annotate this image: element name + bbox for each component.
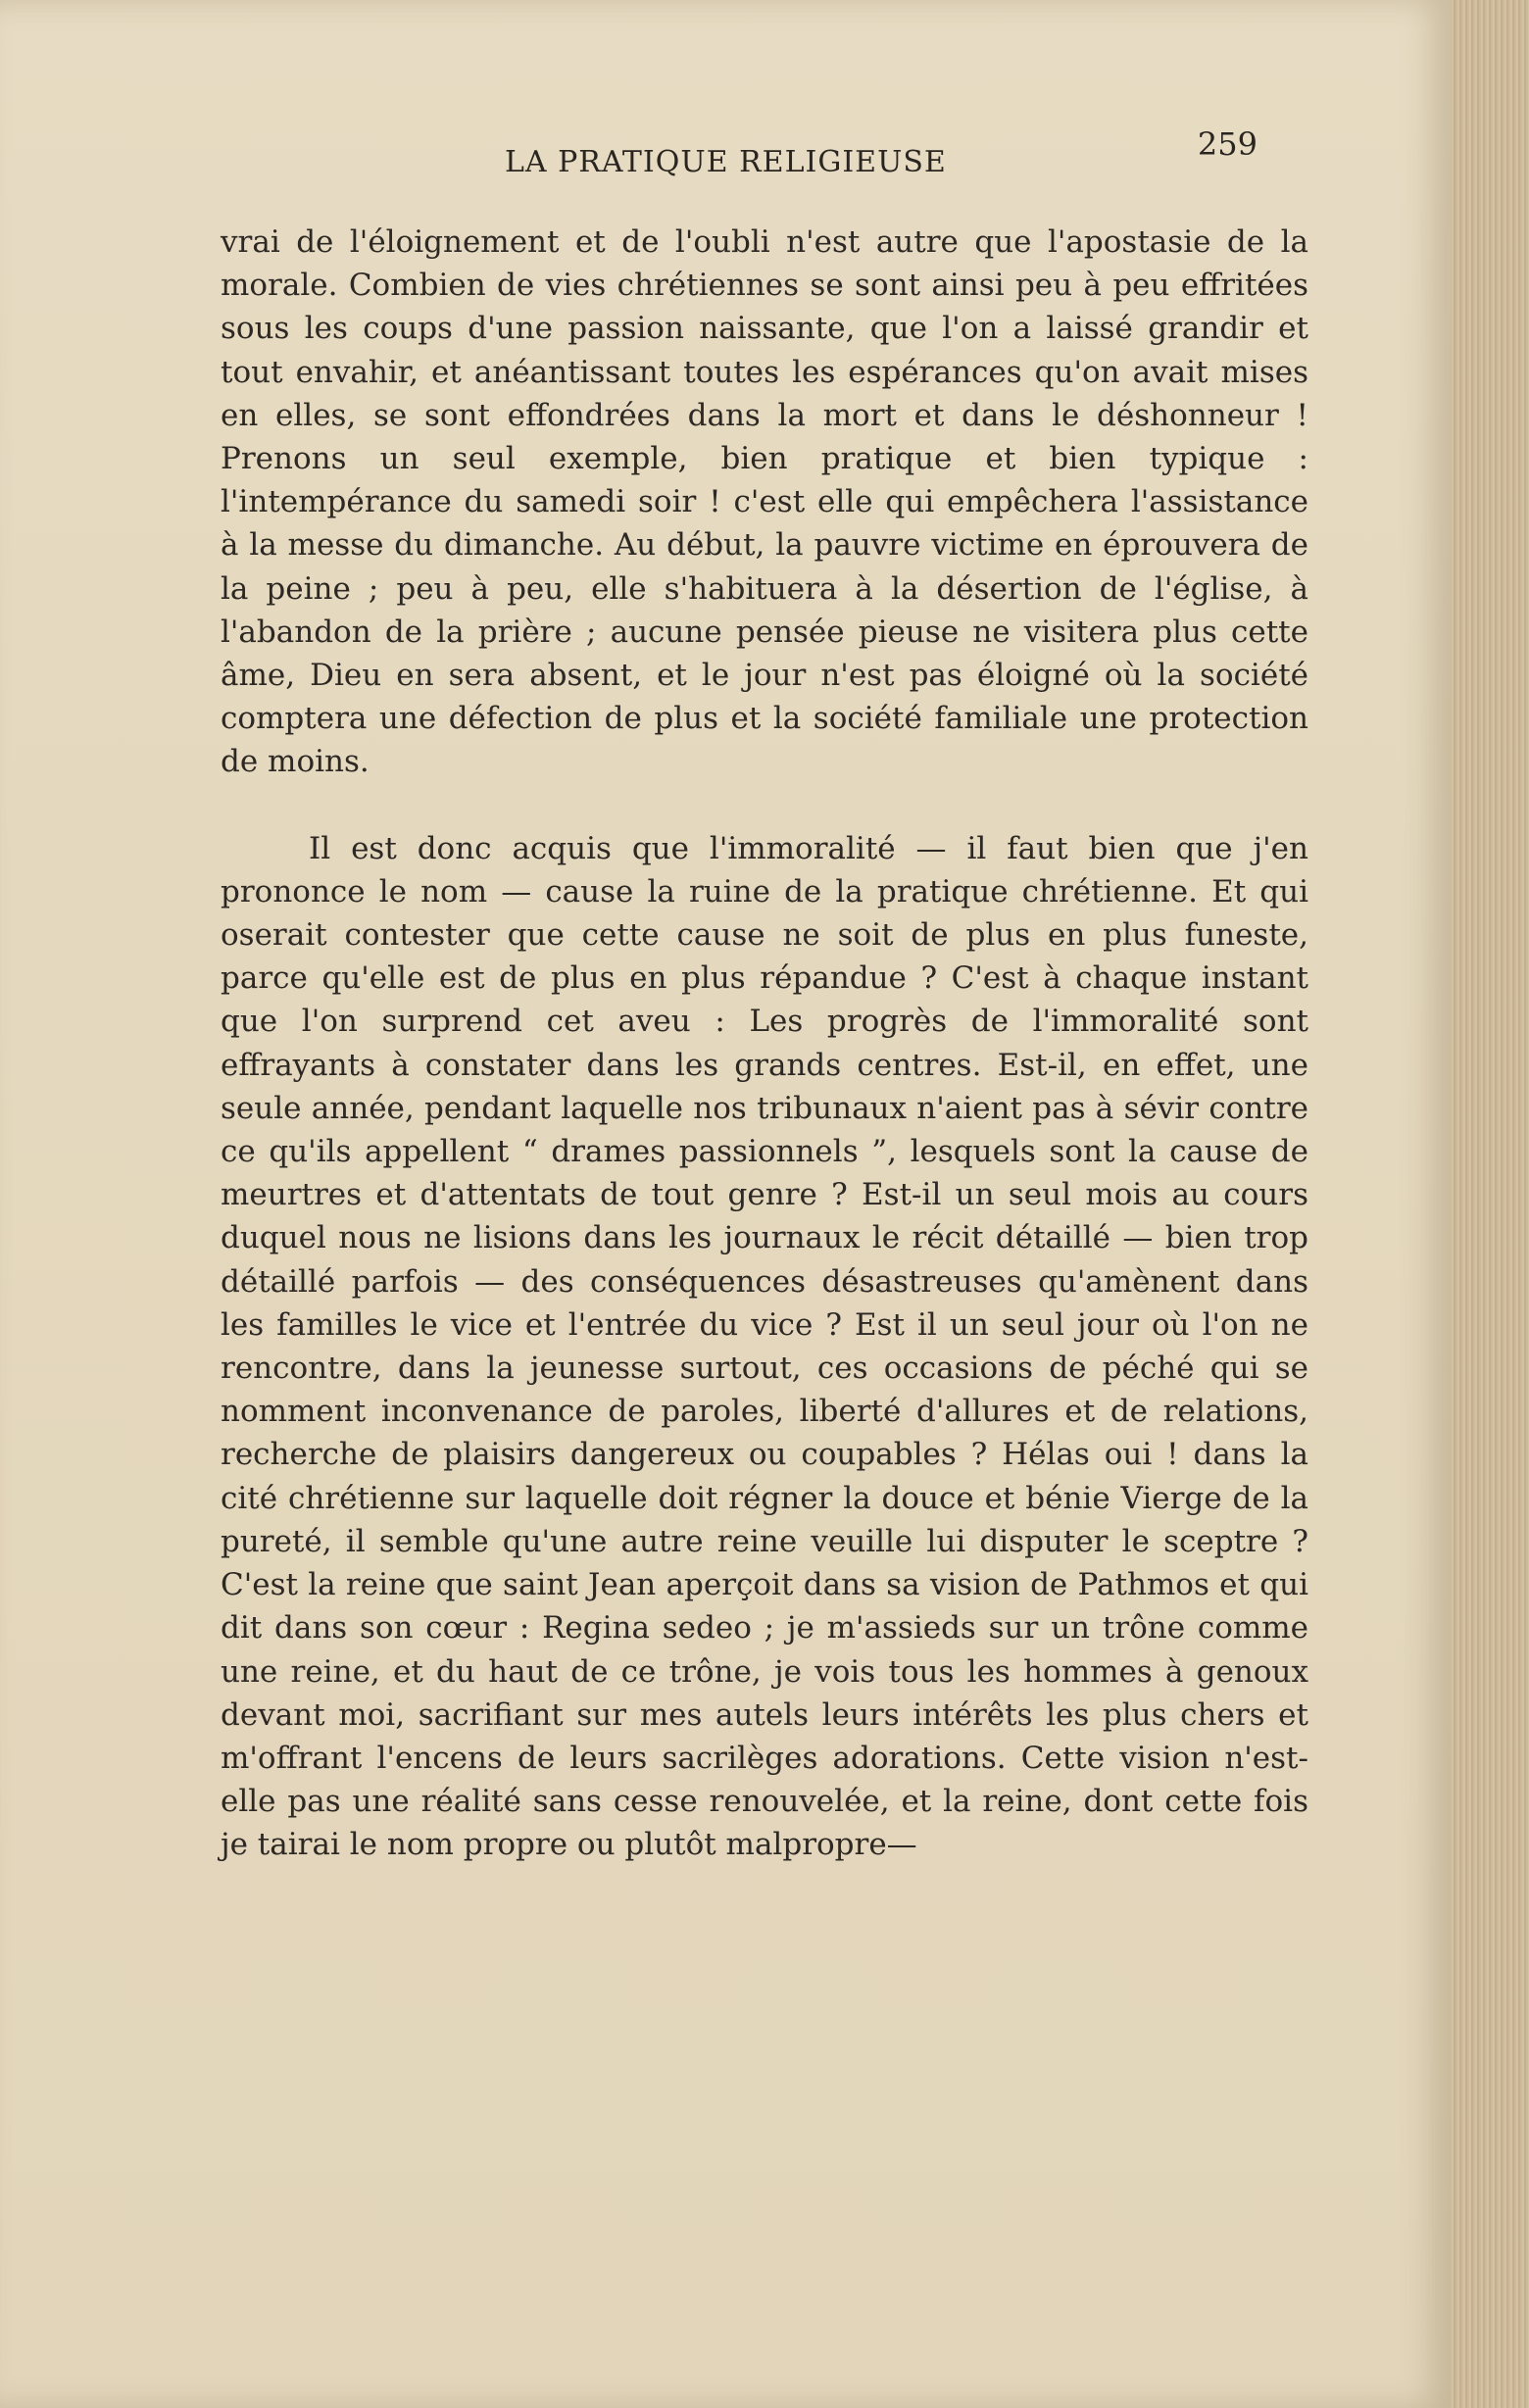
page-edge [1451, 0, 1529, 2408]
body-text [221, 221, 1308, 1867]
paragraph-2: Il est donc acquis que l'immoralité — il faut bien que j'en prononce le nom — cause la ruine de la pratique chrétienne. Et qui oserait contester que cette cause ne soit de plus en plus funeste, parce qu'elle est de plus en plus répandue ? C'est à chaque instant que l'on surprend cet aveu : Les progrès de l'immoralité sont effrayants à constater dans les grands centres. Est-il, en effet, une seule année, pendant laquelle nos tribunaux n'aient pas à sévir contre ce qu'ils appellent “ drames passionnels ”, lesquels sont la cause de meurtres et d'attentats de tout genre ? Est-il un seul mois au cours duquel nous ne lisions dans les journaux le récit détaillé — bien trop détaillé parfois — des conséquences désastreuses qu'amènent dans les familles le vice et l'entrée du vice ? Est il un seul jour où l'on ne rencontre, dans la jeunesse surtout, ces occasions de péché qui se nomment inconvenance de paroles, liberté d'allures et de relations, recherche de plaisirs dangereux ou coupables ? Hélas oui ! dans la cité chrétienne sur laquelle doit régner la douce et bénie Vierge de la pureté, il semble qu'une autre reine veuille lui disputer le sceptre ? C'est la reine que saint Jean aperçoit dans sa vision de Pathmos et qui dit dans son cœur : Regina sedeo ; je m'assieds sur un trône comme une reine, et du haut de ce trône, je vois tous les hommes à genoux devant moi, sacrifiant sur mes autels leurs intérêts les plus chers et m'offrant l'encens de leurs sacrilèges adorations. Cette vision n'est-elle pas une réalité sans cesse renouvelée, et la reine, dont cette fois je tairai le nom propre ou plutôt malpropre— [221, 830, 1308, 1863]
paragraph-1: vrai de l'éloignement et de l'oubli n'est autre que l'apostasie de la morale. Combien de vies chrétiennes se sont ainsi peu à peu effritées sous les coups d'une passion naissante, que l'on a laissé grandir et tout envahir, et anéantissant toutes les espérances qu'on avait mises en elles, se sont effondrées dans la mort et dans le déshonneur ! Prenons un seul exemple, bien pratique et bien typique : l'intempérance du samedi soir ! c'est elle qui empêchera l'assistance à la messe du dimanche. Au début, la pauvre victime en éprouvera de la peine ; peu à peu, elle s'habituera à la désertion de l'église, à l'abandon de la prière ; aucune pensée pieuse ne visitera plus cette âme, Dieu en sera absent, et le jour n'est pas éloigné où la société comptera une défection de plus et la société familiale une protection de moins. [221, 224, 1308, 780]
page-number: 259 [1197, 125, 1258, 163]
running-head: LA PRATIQUE RELIGIEUSE [505, 145, 947, 179]
page-header [221, 118, 1279, 186]
